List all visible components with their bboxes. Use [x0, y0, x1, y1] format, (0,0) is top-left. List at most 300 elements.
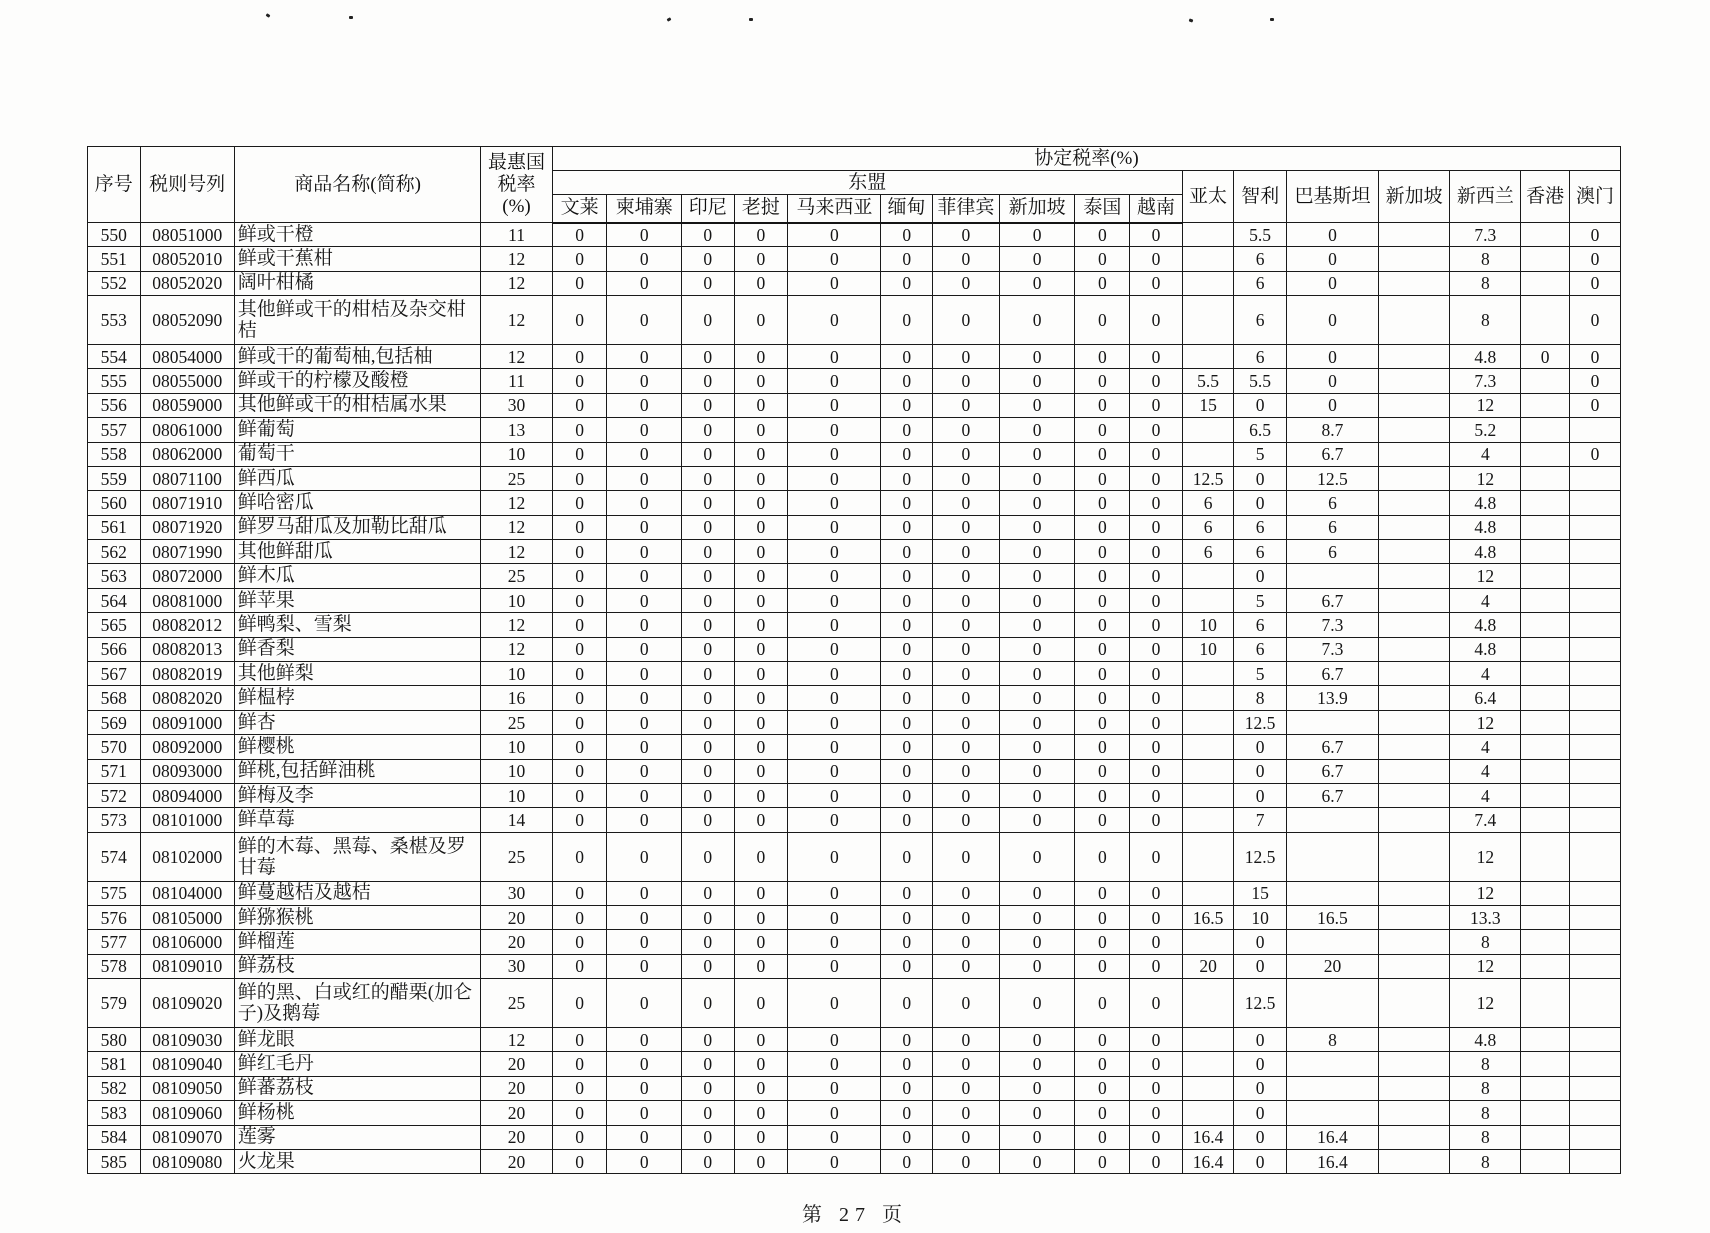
cell-pakistan: 0 — [1286, 369, 1378, 393]
cell-asean-laos: 0 — [734, 442, 788, 466]
cell-asean-myanmar: 0 — [881, 637, 933, 661]
cell-hong-kong — [1521, 1052, 1569, 1076]
cell-asean-indonesia: 0 — [681, 247, 734, 271]
cell-apta: 12.5 — [1182, 466, 1234, 490]
cell-new-zealand: 8 — [1450, 296, 1521, 345]
cell-hong-kong — [1521, 1101, 1569, 1125]
table-row — [88, 881, 1621, 905]
cell-seq: 552 — [88, 271, 141, 295]
cell-pakistan — [1286, 930, 1378, 954]
cell-macao — [1569, 540, 1621, 564]
cell-product-name: 鲜或干的柠檬及酸橙 — [234, 369, 481, 393]
cell-asean-thailand: 0 — [1075, 564, 1130, 588]
cell-asean-vietnam: 0 — [1130, 784, 1183, 808]
cell-asean-myanmar: 0 — [881, 1125, 933, 1149]
cell-asean-philippines: 0 — [932, 808, 999, 832]
cell-apta — [1182, 979, 1234, 1028]
cell-asean-myanmar: 0 — [881, 540, 933, 564]
cell-mfn-rate: 20 — [481, 930, 552, 954]
cell-seq: 557 — [88, 418, 141, 442]
cell-asean-singapore: 0 — [999, 1149, 1075, 1173]
cell-asean-vietnam: 0 — [1130, 832, 1183, 881]
cell-asean-indonesia: 0 — [681, 296, 734, 345]
cell-asean-philippines: 0 — [932, 369, 999, 393]
cell-singapore-fta — [1379, 613, 1450, 637]
cell-asean-philippines: 0 — [932, 686, 999, 710]
cell-chile: 6 — [1234, 540, 1287, 564]
cell-asean-malaysia: 0 — [788, 1052, 881, 1076]
cell-hong-kong — [1521, 369, 1569, 393]
cell-pakistan: 12.5 — [1286, 466, 1378, 490]
cell-seq: 576 — [88, 905, 141, 929]
cell-asean-thailand: 0 — [1075, 442, 1130, 466]
cell-asean-cambodia: 0 — [607, 808, 682, 832]
cell-asean-cambodia: 0 — [607, 515, 682, 539]
cell-singapore-fta — [1379, 759, 1450, 783]
table-row — [88, 344, 1621, 368]
cell-new-zealand: 12 — [1450, 710, 1521, 734]
cell-asean-malaysia: 0 — [788, 808, 881, 832]
cell-new-zealand: 4.8 — [1450, 540, 1521, 564]
table-row — [88, 710, 1621, 734]
cell-mfn-rate: 25 — [481, 564, 552, 588]
cell-asean-vietnam: 0 — [1130, 247, 1183, 271]
cell-asean-cambodia: 0 — [607, 784, 682, 808]
cell-asean-malaysia: 0 — [788, 637, 881, 661]
cell-asean-thailand: 0 — [1075, 881, 1130, 905]
cell-pakistan: 7.3 — [1286, 613, 1378, 637]
cell-asean-cambodia: 0 — [607, 418, 682, 442]
table-body — [88, 223, 1621, 1174]
header-asean-laos: 老挝 — [734, 195, 788, 223]
cell-apta — [1182, 442, 1234, 466]
cell-asean-indonesia: 0 — [681, 686, 734, 710]
cell-asean-cambodia: 0 — [607, 466, 682, 490]
cell-hong-kong — [1521, 784, 1569, 808]
cell-apta — [1182, 686, 1234, 710]
cell-asean-singapore: 0 — [999, 1052, 1075, 1076]
cell-asean-malaysia: 0 — [788, 1076, 881, 1100]
header-new-zealand: 新西兰 — [1450, 171, 1521, 223]
cell-asean-philippines: 0 — [932, 1101, 999, 1125]
cell-product-name: 其他鲜或干的柑桔及杂交柑桔 — [234, 296, 481, 345]
cell-mfn-rate: 25 — [481, 710, 552, 734]
cell-tariff-code: 08105000 — [140, 905, 234, 929]
cell-tariff-code: 08072000 — [140, 564, 234, 588]
cell-new-zealand: 7.3 — [1450, 369, 1521, 393]
cell-singapore-fta — [1379, 1076, 1450, 1100]
cell-seq: 582 — [88, 1076, 141, 1100]
cell-asean-indonesia: 0 — [681, 832, 734, 881]
cell-asean-malaysia: 0 — [788, 881, 881, 905]
cell-hong-kong — [1521, 808, 1569, 832]
cell-pakistan: 0 — [1286, 344, 1378, 368]
cell-apta — [1182, 930, 1234, 954]
header-macao: 澳门 — [1569, 171, 1621, 223]
cell-macao — [1569, 418, 1621, 442]
cell-pakistan: 0 — [1286, 393, 1378, 417]
cell-asean-malaysia: 0 — [788, 491, 881, 515]
cell-asean-thailand: 0 — [1075, 418, 1130, 442]
cell-asean-vietnam: 0 — [1130, 881, 1183, 905]
cell-asean-singapore: 0 — [999, 223, 1075, 247]
cell-chile: 6.5 — [1234, 418, 1287, 442]
cell-asean-indonesia: 0 — [681, 808, 734, 832]
cell-asean-brunei: 0 — [552, 515, 607, 539]
cell-new-zealand: 4.8 — [1450, 515, 1521, 539]
cell-asean-vietnam: 0 — [1130, 491, 1183, 515]
tariff-rate-table — [87, 146, 1621, 1174]
cell-tariff-code: 08052020 — [140, 271, 234, 295]
cell-seq: 568 — [88, 686, 141, 710]
cell-macao — [1569, 1101, 1621, 1125]
cell-tariff-code: 08109070 — [140, 1125, 234, 1149]
cell-hong-kong — [1521, 979, 1569, 1028]
cell-tariff-code: 08093000 — [140, 759, 234, 783]
cell-new-zealand: 8 — [1450, 1125, 1521, 1149]
cell-product-name: 鲜桃,包括鲜油桃 — [234, 759, 481, 783]
cell-product-name: 鲜的木莓、黑莓、桑椹及罗甘莓 — [234, 832, 481, 881]
cell-tariff-code: 08082019 — [140, 662, 234, 686]
cell-chile: 0 — [1234, 393, 1287, 417]
header-apta: 亚太 — [1182, 171, 1234, 223]
cell-product-name: 鲜罗马甜瓜及加勒比甜瓜 — [234, 515, 481, 539]
cell-asean-cambodia: 0 — [607, 954, 682, 978]
cell-asean-myanmar: 0 — [881, 1101, 933, 1125]
cell-asean-singapore: 0 — [999, 759, 1075, 783]
cell-new-zealand: 12 — [1450, 466, 1521, 490]
cell-asean-laos: 0 — [734, 418, 788, 442]
cell-chile: 0 — [1234, 466, 1287, 490]
cell-mfn-rate: 20 — [481, 1149, 552, 1173]
cell-mfn-rate: 12 — [481, 247, 552, 271]
cell-tariff-code: 08062000 — [140, 442, 234, 466]
cell-asean-myanmar: 0 — [881, 223, 933, 247]
cell-asean-vietnam: 0 — [1130, 540, 1183, 564]
cell-macao — [1569, 954, 1621, 978]
cell-apta — [1182, 344, 1234, 368]
cell-tariff-code: 08081000 — [140, 588, 234, 612]
cell-asean-brunei: 0 — [552, 735, 607, 759]
cell-singapore-fta — [1379, 1027, 1450, 1051]
cell-asean-laos: 0 — [734, 832, 788, 881]
cell-asean-indonesia: 0 — [681, 418, 734, 442]
cell-asean-philippines: 0 — [932, 344, 999, 368]
cell-asean-laos: 0 — [734, 784, 788, 808]
cell-asean-laos: 0 — [734, 662, 788, 686]
cell-tariff-code: 08051000 — [140, 223, 234, 247]
cell-macao — [1569, 881, 1621, 905]
cell-mfn-rate: 12 — [481, 637, 552, 661]
cell-tariff-code: 08109060 — [140, 1101, 234, 1125]
cell-tariff-code: 08109080 — [140, 1149, 234, 1173]
cell-mfn-rate: 20 — [481, 1101, 552, 1125]
cell-seq: 553 — [88, 296, 141, 345]
cell-tariff-code: 08071910 — [140, 491, 234, 515]
cell-singapore-fta — [1379, 735, 1450, 759]
cell-pakistan: 20 — [1286, 954, 1378, 978]
cell-macao: 0 — [1569, 344, 1621, 368]
cell-macao — [1569, 686, 1621, 710]
cell-asean-vietnam: 0 — [1130, 979, 1183, 1028]
cell-asean-brunei: 0 — [552, 979, 607, 1028]
cell-singapore-fta — [1379, 393, 1450, 417]
cell-singapore-fta — [1379, 588, 1450, 612]
cell-mfn-rate: 20 — [481, 1125, 552, 1149]
cell-asean-philippines: 0 — [932, 881, 999, 905]
cell-asean-malaysia: 0 — [788, 369, 881, 393]
cell-asean-philippines: 0 — [932, 735, 999, 759]
cell-apta — [1182, 1027, 1234, 1051]
cell-asean-indonesia: 0 — [681, 979, 734, 1028]
cell-hong-kong — [1521, 418, 1569, 442]
cell-pakistan: 6 — [1286, 491, 1378, 515]
table-row — [88, 1052, 1621, 1076]
cell-asean-laos: 0 — [734, 296, 788, 345]
cell-asean-brunei: 0 — [552, 1149, 607, 1173]
cell-asean-thailand: 0 — [1075, 954, 1130, 978]
cell-asean-malaysia: 0 — [788, 247, 881, 271]
cell-asean-laos: 0 — [734, 491, 788, 515]
cell-apta — [1182, 662, 1234, 686]
cell-asean-indonesia: 0 — [681, 466, 734, 490]
cell-macao — [1569, 784, 1621, 808]
cell-new-zealand: 4 — [1450, 759, 1521, 783]
cell-chile: 6 — [1234, 637, 1287, 661]
cell-macao — [1569, 930, 1621, 954]
header-asean-thailand: 泰国 — [1075, 195, 1130, 223]
cell-mfn-rate: 25 — [481, 979, 552, 1028]
cell-mfn-rate: 30 — [481, 954, 552, 978]
cell-singapore-fta — [1379, 1052, 1450, 1076]
cell-asean-laos: 0 — [734, 686, 788, 710]
cell-product-name: 鲜的黑、白或红的醋栗(加仑子)及鹅莓 — [234, 979, 481, 1028]
cell-asean-thailand: 0 — [1075, 466, 1130, 490]
cell-asean-myanmar: 0 — [881, 1149, 933, 1173]
cell-asean-myanmar: 0 — [881, 954, 933, 978]
cell-product-name: 鲜鸭梨、雪梨 — [234, 613, 481, 637]
cell-asean-brunei: 0 — [552, 491, 607, 515]
cell-asean-brunei: 0 — [552, 540, 607, 564]
cell-asean-myanmar: 0 — [881, 344, 933, 368]
cell-asean-myanmar: 0 — [881, 759, 933, 783]
cell-pakistan — [1286, 808, 1378, 832]
cell-macao — [1569, 1052, 1621, 1076]
cell-asean-myanmar: 0 — [881, 1027, 933, 1051]
cell-asean-malaysia: 0 — [788, 418, 881, 442]
cell-asean-myanmar: 0 — [881, 491, 933, 515]
cell-asean-thailand: 0 — [1075, 832, 1130, 881]
cell-chile: 0 — [1234, 784, 1287, 808]
cell-tariff-code: 08052010 — [140, 247, 234, 271]
cell-singapore-fta — [1379, 979, 1450, 1028]
cell-asean-philippines: 0 — [932, 832, 999, 881]
cell-asean-vietnam: 0 — [1130, 515, 1183, 539]
cell-new-zealand: 4.8 — [1450, 1027, 1521, 1051]
cell-asean-philippines: 0 — [932, 1076, 999, 1100]
cell-asean-indonesia: 0 — [681, 369, 734, 393]
cell-asean-cambodia: 0 — [607, 759, 682, 783]
cell-asean-singapore: 0 — [999, 491, 1075, 515]
cell-asean-singapore: 0 — [999, 442, 1075, 466]
cell-macao — [1569, 564, 1621, 588]
table-row — [88, 223, 1621, 247]
cell-product-name: 鲜香梨 — [234, 637, 481, 661]
cell-apta — [1182, 1076, 1234, 1100]
cell-asean-philippines: 0 — [932, 271, 999, 295]
cell-singapore-fta — [1379, 1125, 1450, 1149]
cell-asean-myanmar: 0 — [881, 662, 933, 686]
cell-asean-laos: 0 — [734, 979, 788, 1028]
cell-mfn-rate: 10 — [481, 442, 552, 466]
cell-hong-kong — [1521, 710, 1569, 734]
cell-tariff-code: 08109030 — [140, 1027, 234, 1051]
cell-tariff-code: 08091000 — [140, 710, 234, 734]
cell-macao — [1569, 1149, 1621, 1173]
cell-new-zealand: 4 — [1450, 662, 1521, 686]
table-row — [88, 979, 1621, 1028]
cell-asean-laos: 0 — [734, 1149, 788, 1173]
cell-chile: 6 — [1234, 613, 1287, 637]
header-pakistan: 巴基斯坦 — [1286, 171, 1378, 223]
cell-asean-philippines: 0 — [932, 442, 999, 466]
cell-hong-kong — [1521, 832, 1569, 881]
cell-mfn-rate: 12 — [481, 344, 552, 368]
header-mfn-line-3: (%) — [502, 195, 531, 217]
cell-asean-malaysia: 0 — [788, 613, 881, 637]
cell-asean-brunei: 0 — [552, 662, 607, 686]
cell-chile: 5 — [1234, 662, 1287, 686]
cell-chile: 6 — [1234, 247, 1287, 271]
cell-mfn-rate: 12 — [481, 540, 552, 564]
cell-apta: 16.4 — [1182, 1125, 1234, 1149]
cell-apta — [1182, 247, 1234, 271]
cell-new-zealand: 13.3 — [1450, 905, 1521, 929]
cell-asean-laos: 0 — [734, 759, 788, 783]
scan-speck — [349, 16, 353, 19]
header-asean-malaysia: 马来西亚 — [788, 195, 881, 223]
cell-asean-indonesia: 0 — [681, 1101, 734, 1125]
table-row — [88, 662, 1621, 686]
cell-asean-brunei: 0 — [552, 686, 607, 710]
cell-asean-indonesia: 0 — [681, 954, 734, 978]
cell-chile: 0 — [1234, 564, 1287, 588]
cell-new-zealand: 4 — [1450, 442, 1521, 466]
cell-singapore-fta — [1379, 637, 1450, 661]
cell-product-name: 鲜龙眼 — [234, 1027, 481, 1051]
cell-mfn-rate: 11 — [481, 369, 552, 393]
cell-asean-philippines: 0 — [932, 1027, 999, 1051]
cell-asean-brunei: 0 — [552, 832, 607, 881]
cell-seq: 572 — [88, 784, 141, 808]
cell-seq: 566 — [88, 637, 141, 661]
cell-asean-singapore: 0 — [999, 735, 1075, 759]
cell-product-name: 鲜或干橙 — [234, 223, 481, 247]
cell-asean-indonesia: 0 — [681, 223, 734, 247]
table-row — [88, 1027, 1621, 1051]
table-row — [88, 271, 1621, 295]
cell-apta: 16.5 — [1182, 905, 1234, 929]
cell-asean-cambodia: 0 — [607, 832, 682, 881]
header-singapore-fta: 新加坡 — [1379, 171, 1450, 223]
cell-asean-vietnam: 0 — [1130, 759, 1183, 783]
cell-asean-brunei: 0 — [552, 418, 607, 442]
header-asean-philippines: 菲律宾 — [932, 195, 999, 223]
cell-seq: 564 — [88, 588, 141, 612]
cell-asean-cambodia: 0 — [607, 223, 682, 247]
cell-hong-kong — [1521, 613, 1569, 637]
cell-asean-vietnam: 0 — [1130, 442, 1183, 466]
cell-asean-brunei: 0 — [552, 710, 607, 734]
cell-chile: 0 — [1234, 1149, 1287, 1173]
cell-asean-myanmar: 0 — [881, 686, 933, 710]
cell-asean-vietnam: 0 — [1130, 223, 1183, 247]
cell-asean-brunei: 0 — [552, 881, 607, 905]
cell-asean-vietnam: 0 — [1130, 296, 1183, 345]
cell-mfn-rate: 30 — [481, 393, 552, 417]
cell-asean-thailand: 0 — [1075, 979, 1130, 1028]
cell-asean-cambodia: 0 — [607, 881, 682, 905]
cell-apta — [1182, 784, 1234, 808]
cell-asean-philippines: 0 — [932, 662, 999, 686]
cell-seq: 581 — [88, 1052, 141, 1076]
cell-pakistan: 16.4 — [1286, 1125, 1378, 1149]
cell-product-name: 鲜蕃荔枝 — [234, 1076, 481, 1100]
page-number: 第 27 页 — [802, 1204, 908, 1226]
cell-mfn-rate: 12 — [481, 613, 552, 637]
cell-asean-cambodia: 0 — [607, 564, 682, 588]
cell-new-zealand: 6.4 — [1450, 686, 1521, 710]
cell-product-name: 鲜杏 — [234, 710, 481, 734]
cell-asean-singapore: 0 — [999, 418, 1075, 442]
cell-asean-thailand: 0 — [1075, 393, 1130, 417]
cell-apta — [1182, 881, 1234, 905]
cell-asean-laos: 0 — [734, 369, 788, 393]
cell-mfn-rate: 12 — [481, 491, 552, 515]
cell-asean-myanmar: 0 — [881, 1076, 933, 1100]
cell-singapore-fta — [1379, 905, 1450, 929]
cell-asean-vietnam: 0 — [1130, 466, 1183, 490]
cell-asean-cambodia: 0 — [607, 735, 682, 759]
cell-apta: 15 — [1182, 393, 1234, 417]
cell-tariff-code: 08061000 — [140, 418, 234, 442]
cell-asean-brunei: 0 — [552, 637, 607, 661]
cell-macao — [1569, 759, 1621, 783]
cell-asean-brunei: 0 — [552, 954, 607, 978]
cell-asean-indonesia: 0 — [681, 662, 734, 686]
cell-apta — [1182, 223, 1234, 247]
cell-asean-cambodia: 0 — [607, 979, 682, 1028]
scan-speck — [667, 17, 672, 22]
cell-seq: 556 — [88, 393, 141, 417]
cell-seq: 574 — [88, 832, 141, 881]
cell-chile: 0 — [1234, 954, 1287, 978]
cell-asean-vietnam: 0 — [1130, 1052, 1183, 1076]
cell-macao — [1569, 808, 1621, 832]
cell-asean-thailand: 0 — [1075, 540, 1130, 564]
cell-hong-kong — [1521, 393, 1569, 417]
cell-product-name: 葡萄干 — [234, 442, 481, 466]
cell-chile: 5.5 — [1234, 223, 1287, 247]
header-hong-kong: 香港 — [1521, 171, 1569, 223]
cell-asean-indonesia: 0 — [681, 1052, 734, 1076]
cell-asean-indonesia: 0 — [681, 540, 734, 564]
cell-asean-cambodia: 0 — [607, 930, 682, 954]
cell-tariff-code: 08082020 — [140, 686, 234, 710]
cell-asean-vietnam: 0 — [1130, 930, 1183, 954]
header-asean-singapore: 新加坡 — [999, 195, 1075, 223]
cell-asean-singapore: 0 — [999, 613, 1075, 637]
